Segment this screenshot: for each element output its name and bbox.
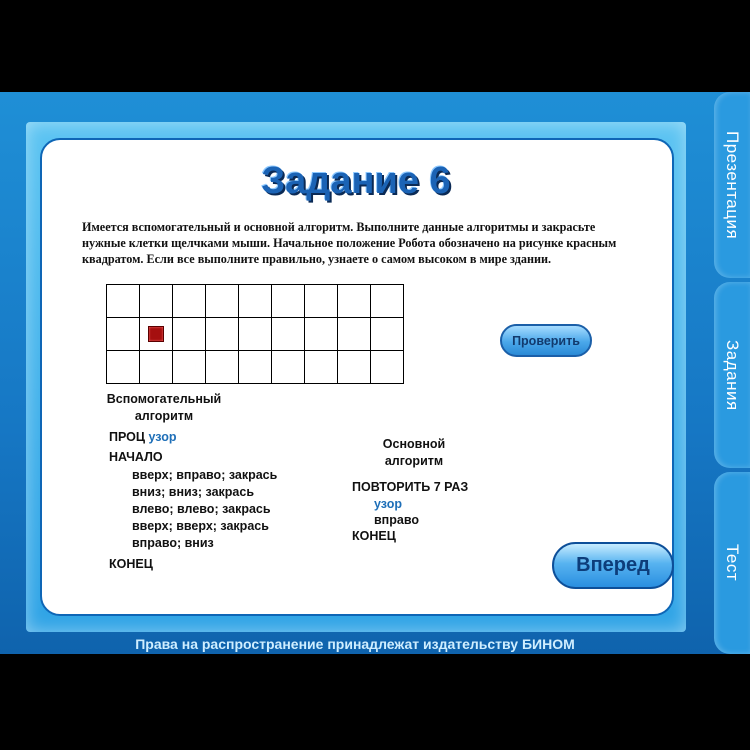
aux-command-line: влево; влево; закрась (132, 502, 271, 516)
main-move: вправо (374, 513, 419, 527)
grid-cell[interactable] (239, 318, 272, 351)
grid-cell[interactable] (239, 285, 272, 318)
aux-command-line: вправо; вниз (132, 536, 214, 550)
main-end: КОНЕЦ (352, 529, 396, 543)
aux-command-line: вниз; вниз; закрась (132, 485, 255, 499)
robot-marker (148, 326, 164, 342)
tab-presentation-label: Презентация (723, 130, 742, 240)
grid-cell[interactable] (371, 318, 404, 351)
robot-grid (106, 284, 404, 384)
tab-test[interactable] (714, 472, 750, 654)
next-button[interactable]: Вперед (552, 542, 674, 589)
grid-cell[interactable] (305, 285, 338, 318)
aux-heading-line2: алгоритм (134, 409, 194, 423)
grid-cell[interactable] (107, 351, 140, 384)
main-repeat: ПОВТОРИТЬ 7 РАЗ (352, 480, 469, 494)
grid-row (107, 351, 404, 384)
aux-end: КОНЕЦ (109, 557, 153, 571)
main-heading-line1: Основной (382, 437, 446, 451)
grid-cell[interactable] (338, 285, 371, 318)
grid-cell[interactable] (305, 318, 338, 351)
aux-proc-line (109, 429, 176, 446)
main-algorithm-heading (360, 436, 468, 470)
grid-row (107, 318, 404, 351)
grid-cell[interactable] (338, 318, 371, 351)
grid-cell[interactable] (107, 285, 140, 318)
main-call: узор (374, 497, 402, 511)
grid-cell[interactable] (173, 285, 206, 318)
aux-command-line: вверх; вправо; закрась (132, 468, 278, 482)
grid-cell[interactable] (338, 351, 371, 384)
grid-cell[interactable] (239, 351, 272, 384)
grid-cell[interactable] (173, 318, 206, 351)
grid-row (107, 285, 404, 318)
grid-cell[interactable] (206, 318, 239, 351)
grid-cell[interactable] (206, 285, 239, 318)
proc-keyword: ПРОЦ (109, 430, 146, 444)
grid-cell[interactable] (140, 351, 173, 384)
grid-cell[interactable] (272, 351, 305, 384)
task-instructions: Имеется вспомогательный и основной алгоритм. Выполните данные алгоритмы и закрасьте нужные клетки щелчками мыши. Начальное положение Робота обозначено на рисунке красным квадратом. Если все выполните правильно, узнаете о самом высоком в мире здании. (82, 220, 617, 266)
grid-cell[interactable] (107, 318, 140, 351)
page-title: Задание 6 (261, 160, 451, 202)
grid-cell[interactable] (173, 351, 206, 384)
grid-cell[interactable] (371, 285, 404, 318)
proc-name: узор (148, 430, 177, 444)
tab-presentation[interactable] (714, 92, 750, 278)
grid-cell[interactable] (140, 285, 173, 318)
tab-test-label: Тест (723, 544, 742, 582)
main-heading-line2: алгоритм (384, 454, 444, 468)
aux-body (132, 467, 277, 552)
aux-algorithm-heading (96, 391, 232, 425)
grid-cell-robot-start[interactable] (140, 318, 173, 351)
grid-cell[interactable] (272, 318, 305, 351)
check-button[interactable]: Проверить (500, 324, 592, 357)
tab-tasks-label: Задания (723, 339, 742, 411)
grid-cell[interactable] (371, 351, 404, 384)
aux-heading-line1: Вспомогательный (106, 392, 222, 406)
aux-begin: НАЧАЛО (109, 450, 163, 464)
grid-cell[interactable] (305, 351, 338, 384)
tab-tasks[interactable] (714, 282, 750, 468)
grid-cell[interactable] (206, 351, 239, 384)
grid-cell[interactable] (272, 285, 305, 318)
copyright-notice: Права на распространение принадлежат издательству БИНОМ (135, 636, 575, 652)
aux-command-line: вверх; вверх; закрась (132, 519, 269, 533)
